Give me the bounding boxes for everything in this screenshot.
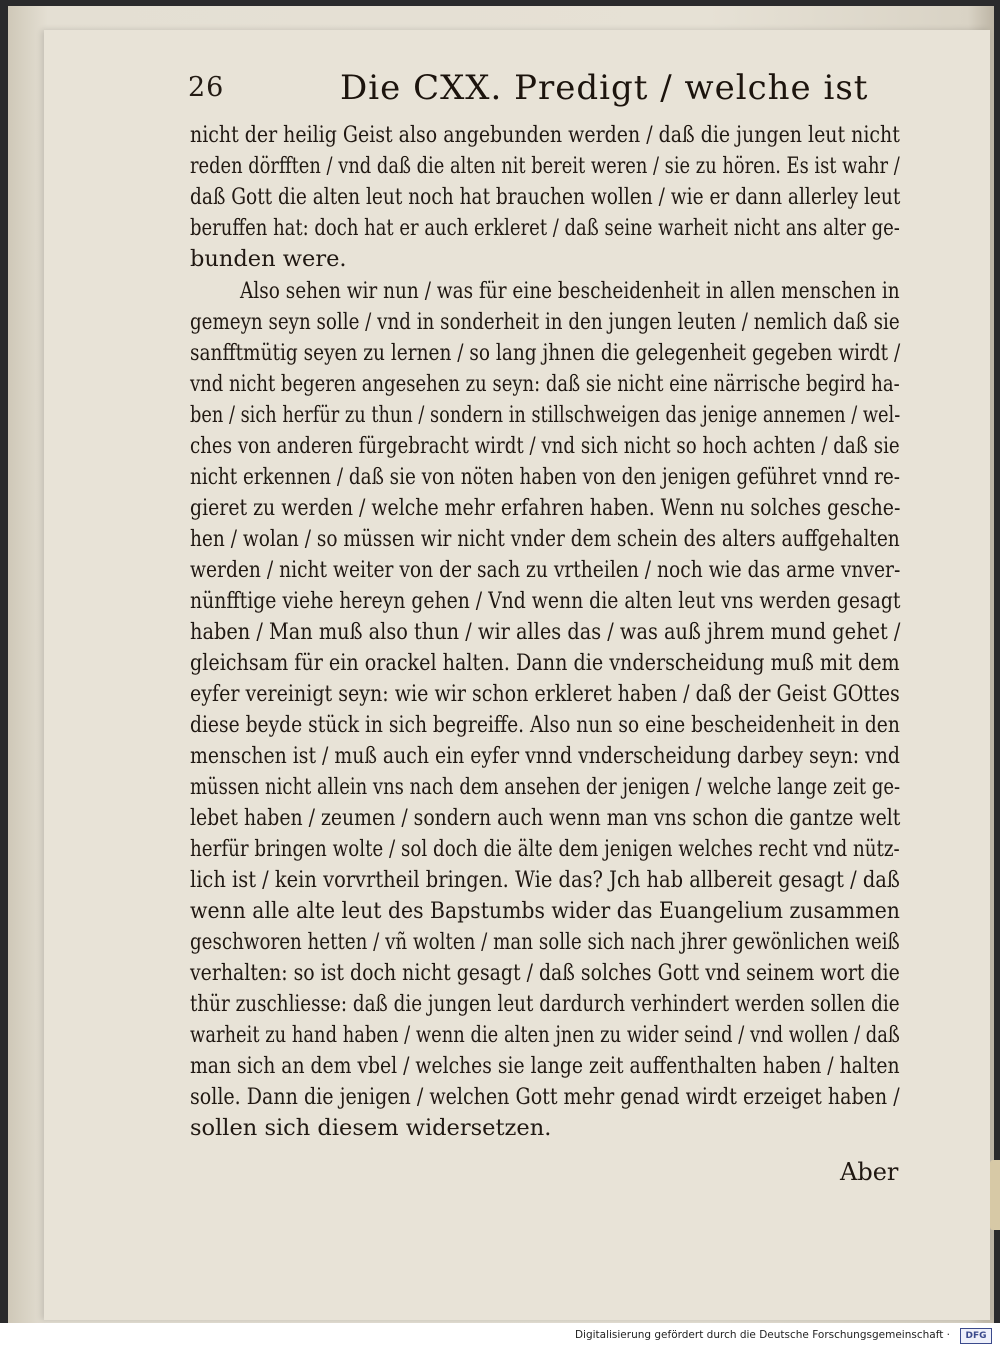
footer-bar: [0, 1323, 1000, 1348]
text-line: nicht der heilig Geist also angebunden werden / daß die jungen leut nicht: [190, 122, 900, 148]
text-line: ben / sich herfür zu thun / sondern in stillschweigen das jenige annemen / wel-: [190, 402, 901, 428]
catchword: Aber: [840, 1158, 899, 1186]
text-line: hen / wolan / so müssen wir nicht vnder dem schein des alters auffgehalten: [190, 526, 900, 552]
text-line: diese beyde stück in sich begreiffe. Also nun so eine bescheidenheit in den: [190, 712, 900, 738]
text-line: vnd nicht begeren angesehen zu seyn: daß sie nicht eine närrische begird ha-: [190, 371, 900, 397]
text-line: nicht erkennen / daß sie von nöten haben von den jenigen geführet vnnd re-: [190, 464, 900, 490]
text-line: lebet haben / zeumen / sondern auch wenn man vns schon die gantze welt: [190, 805, 901, 831]
text-line: ches von anderen fürgebracht wirdt / vnd sich nicht so hoch achten / daß sie: [190, 433, 900, 459]
text-line: gieret zu werden / welche mehr erfahren haben. Wenn nu solches gesche-: [190, 495, 901, 521]
text-line: eyfer vereinigt seyn: wie wir schon erkleret haben / daß der Geist GOttes: [190, 681, 900, 707]
text-line: werden / nicht weiter von der sach zu vrtheilen / noch wie das arme vnver-: [190, 557, 901, 583]
text-line: daß Gott die alten leut noch hat brauchen wollen / wie er dann allerley leut: [190, 184, 901, 210]
text-line: thür zuschliesse: daß die jungen leut dardurch verhindert werden sollen die: [190, 991, 900, 1017]
text-line: menschen ist / muß auch ein eyfer vnnd vnderscheidung darbey seyn: vnd: [190, 743, 900, 769]
dfg-logo-icon: DFG: [960, 1328, 992, 1344]
text-line: müssen nicht allein vns nach dem ansehen der jenigen / welche lange zeit ge-: [190, 774, 901, 800]
text-line: gleichsam für ein orackel halten. Dann die vnderscheidung muß mit dem: [190, 650, 900, 676]
text-line: sanfftmütig seyen zu lernen / so lang jhnen die gelegenheit gegeben wirdt /: [190, 340, 901, 366]
page-tab-marker: [990, 1160, 1000, 1230]
text-line: sollen sich diesem widersetzen.: [190, 1115, 552, 1141]
text-line: haben / Man muß also thun / wir alles das / was auß jhrem mund gehet /: [190, 619, 901, 645]
text-line: Also sehen wir nun / was für eine bescheidenheit in allen menschen in: [240, 278, 900, 304]
text-line: solle. Dann die jenigen / welchen Gott mehr genad wirdt erzeiget haben /: [190, 1084, 900, 1110]
funding-credit: Digitalisierung gefördert durch die Deutsche Forschungsgemeinschaft ·: [574, 1329, 950, 1341]
running-head: Die CXX. Predigt / welche ist: [340, 68, 869, 108]
text-line: herfür bringen wolte / sol doch die älte dem jenigen welches recht vnd nütz-: [190, 836, 900, 862]
text-line: gemeyn seyn solle / vnd in sonderheit in den jungen leuten / nemlich daß sie: [190, 309, 900, 335]
text-line: geschworen hetten / vñ wolten / man solle sich nach jhrer gewönlichen weiß: [190, 929, 900, 955]
text-line: warheit zu hand haben / wenn die alten jnen zu wider seind / vnd wollen / daß: [190, 1022, 900, 1048]
page-number: 26: [188, 72, 225, 103]
text-line: beruffen hat: doch hat er auch erkleret / daß seine warheit nicht ans alter ge-: [190, 215, 900, 241]
text-line: bunden were.: [190, 246, 347, 272]
text-line: reden dörfften / vnd daß die alten nit bereit weren / sie zu hören. Es ist wahr /: [190, 153, 900, 179]
text-line: wenn alle alte leut des Bapstumbs wider das Euangelium zusammen: [190, 898, 900, 924]
text-line: nünfftige viehe hereyn gehen / Vnd wenn die alten leut vns werden gesagt: [190, 588, 901, 614]
text-line: lich ist / kein vorvrtheil bringen. Wie das? Jch hab allbereit gesagt / daß: [190, 867, 900, 893]
text-line: man sich an dem vbel / welches sie lange zeit auffenthalten haben / halten: [190, 1053, 900, 1079]
text-line: verhalten: so ist doch nicht gesagt / daß solches Gott vnd seinem wort die: [190, 960, 900, 986]
